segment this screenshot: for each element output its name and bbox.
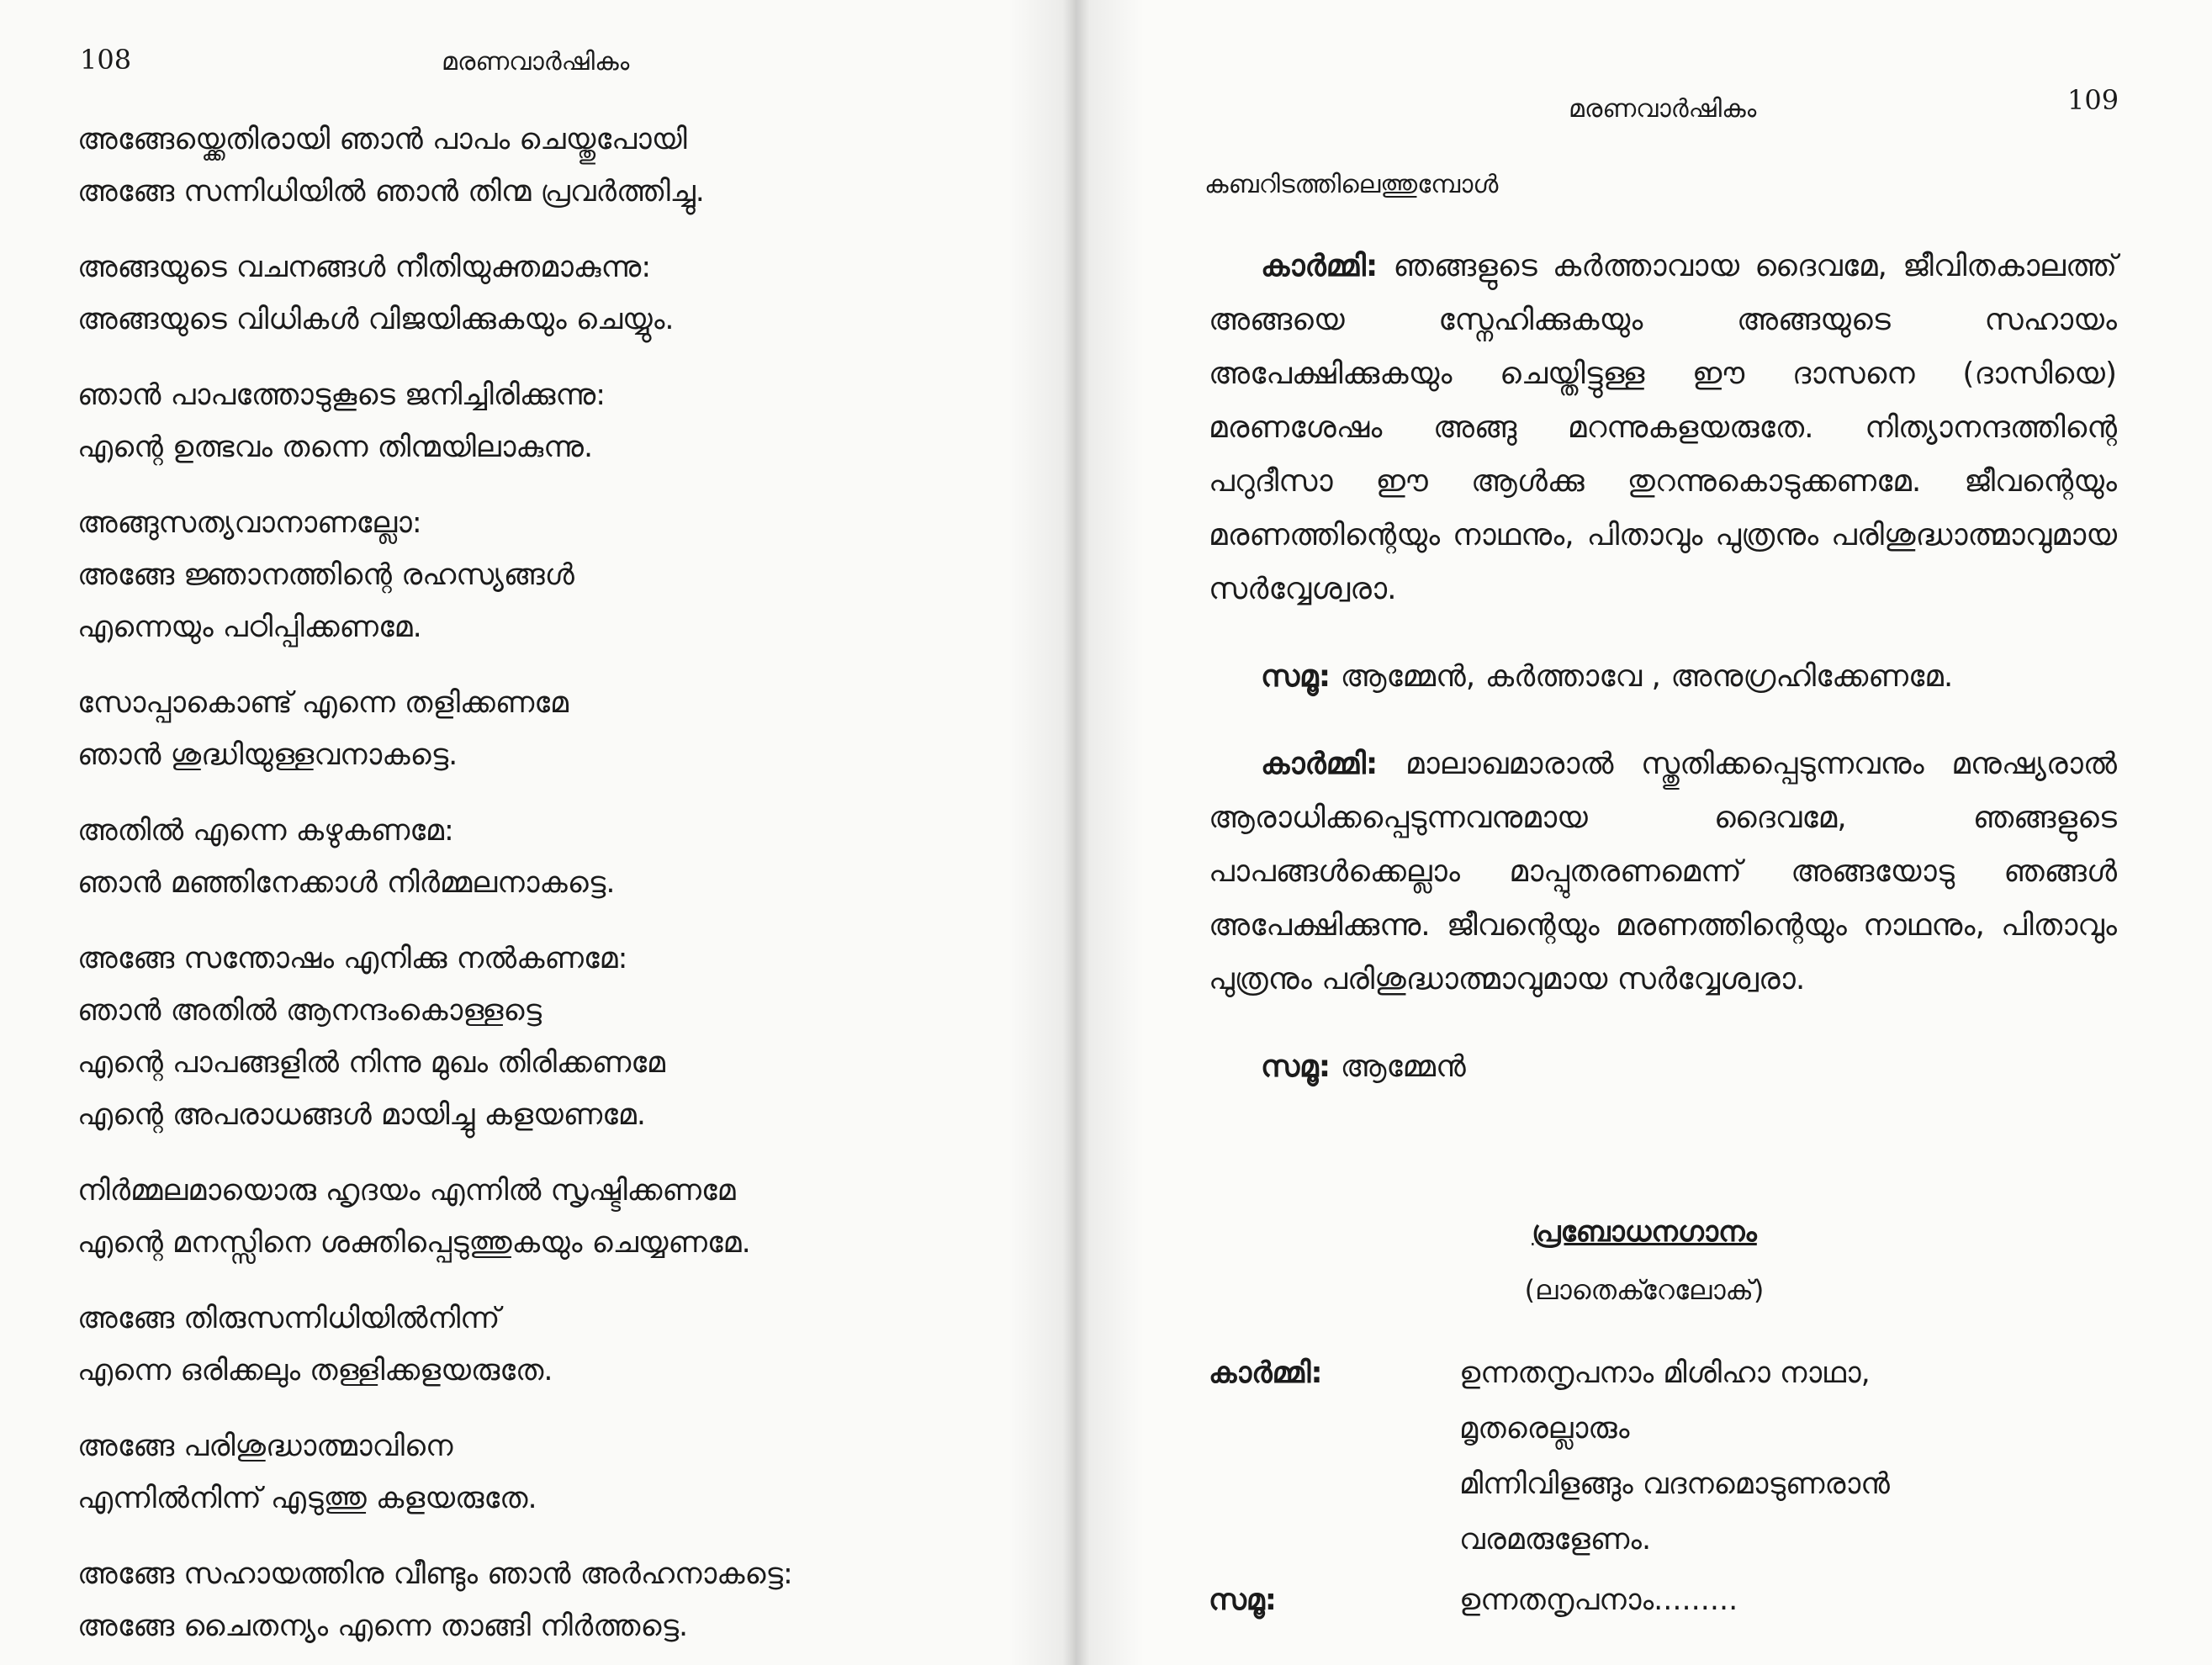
hymn-speaker: കാർമ്മി: [1209, 1356, 1323, 1390]
hymn [1209, 1345, 2134, 1628]
hymn-lines [1459, 1572, 1738, 1628]
psalm-line: അങ്ങേ തിരുസന്നിധിയിൽനിന്ന് [77, 1302, 500, 1335]
psalm-line: എന്റെ ഉത്ഭവം തന്നെ തിന്മയിലാകുന്നു. [77, 431, 594, 464]
hymn-subtitle: (ലാതെക്റേലോക്) [1524, 1274, 1765, 1306]
psalm-line: അങ്ങേ സന്നിധിയിൽ ഞാൻ തിന്മ പ്രവർത്തിച്ചു. [77, 175, 705, 209]
hymn-line: ഉന്നതനൃപനാം മിശിഹാ നാഥാ, [1459, 1356, 1871, 1390]
psalm-line: ഞാൻ പാപത്തോടുകൂടെ ജനിച്ചിരിക്കുന്നു: [77, 378, 606, 412]
psalm-line: എന്നെ ഒരിക്കലും തള്ളിക്കളയരുതേ. [77, 1354, 553, 1388]
hymn-verse [1209, 1572, 2134, 1628]
hymn-speaker: സമൂ: [1209, 1583, 1277, 1617]
stanza [77, 1548, 1019, 1652]
psalm-line: അങ്ങേ സഹായത്തിനു വീണ്ടും ഞാൻ അർഹനാകട്ടെ: [77, 1557, 793, 1591]
prayer-paragraph [1209, 240, 2117, 616]
psalm-line: അങ്ങയുടെ വചനങ്ങൾ നീതിയുക്തമാകുന്നു: [77, 251, 652, 284]
psalm-line: അങ്ങേ ജ്ഞാനത്തിന്റെ രഹസ്യങ്ങൾ [77, 558, 574, 592]
psalm-line: ഞാൻ ശുദ്ധിയുള്ളവനാകട്ടെ. [77, 738, 458, 772]
hymn-verse [1209, 1345, 2134, 1567]
psalm-line: എന്നെയും പഠിപ്പിക്കണമേ. [77, 610, 422, 644]
left-page [0, 0, 1077, 1665]
psalm-line: നിർമ്മലമായൊരു ഹൃദയം എന്നിൽ സൃഷ്ടിക്കണമേ [77, 1174, 736, 1208]
prayer-text-span: ആമ്മേൻ, കർത്താവേ , അനുഗ്രഹിക്കേണമേ. [1340, 659, 1954, 694]
psalm-line: അങ്ങയുടെ വിധികൾ വിജയിക്കുകയും ചെയ്യും. [77, 303, 675, 336]
section-heading: കബറിടത്തിലെത്തുമ്പോൾ [1204, 170, 1499, 199]
stanza [77, 1420, 1019, 1525]
prayer-text [1209, 240, 2117, 1128]
right-page [1077, 0, 2212, 1665]
stanza [77, 1292, 1019, 1397]
right-running-head: മരണവാർഷികം [1569, 94, 1757, 124]
prayer-text-span: ഞങ്ങളുടെ കർത്താവായ ദൈവമേ, ജീവിതകാലത്ത് അങ്ങയെ സ്നേഹിക്കുകയും അങ്ങയുടെ സഹായം അപേക്ഷിക്കുകയും ചെയ്തിട്ടുള്ള ഈ ദാസനെ (ദാസിയെ) മരണശേഷം അങ്ങു മറന്നുകളയരുതേ. നിത്യാനന്ദത്തിന്റെ പറുദീസാ ഈ ആൾക്കു തുറന്നുകൊടുക്കണമേ. ജീവന്റെയും മരണത്തിന്റെയും നാഥനും, പിതാവും പുത്രനും പരിശുദ്ധാത്മാവുമായ സർവ്വേശ്വരാ. [1209, 249, 2117, 606]
hymn-lines [1459, 1345, 1890, 1567]
psalm-line: ഞാൻ മഞ്ഞിനേക്കാൾ നിർമ്മലനാകട്ടെ. [77, 866, 616, 900]
hymn-line: ഉന്നതനൃപനാം......... [1459, 1583, 1738, 1617]
speaker-label: സമൂ: [1261, 659, 1331, 694]
psalm-line: അങ്ങേയ്ക്കെതിരായി ഞാൻ പാപം ചെയ്തുപോയി [77, 123, 687, 156]
speaker-label: കാർമ്മി: [1261, 249, 1379, 283]
prayer-text-span: മാലാഖമാരാൽ സ്തുതിക്കപ്പെടുന്നവനും മനുഷ്യരാൽ ആരാധിക്കപ്പെടുന്നവനുമായ ദൈവമേ, ഞങ്ങളുടെ പാപങ്ങൾക്കെല്ലാം മാപ്പുതരണമെന്ന് അങ്ങയോടു ഞങ്ങൾ അപേക്ഷിക്കുന്നു. ജീവന്റെയും മരണത്തിന്റെയും നാഥനും, പിതാവും പുത്രനും പരിശുദ്ധാത്മാവുമായ സർവ്വേശ്വരാ. [1209, 747, 2117, 996]
psalm-line: എന്റെ അപരാധങ്ങൾ മായിച്ചു കളയണമേ. [77, 1098, 646, 1132]
stanza [77, 677, 1019, 781]
stanza [77, 497, 1019, 653]
left-page-number: 108 [80, 44, 132, 76]
left-running-head: മരണവാർഷികം [442, 47, 630, 77]
psalm-line: എന്റെ പാപങ്ങളിൽ നിന്നു മുഖം തിരിക്കണമേ [77, 1046, 665, 1080]
prayer-paragraph [1209, 650, 2117, 704]
hymn-title: പ്രബോധനഗാനം [1532, 1215, 1757, 1249]
psalm-line: അങ്ങേ ചൈതന്യം എന്നെ താങ്ങി നിർത്തട്ടെ. [77, 1610, 689, 1643]
psalm-line: അങ്ങുസത്യവാനാണല്ലോ: [77, 506, 422, 540]
stanza [77, 1165, 1019, 1269]
stanza [77, 933, 1019, 1141]
stanza [77, 241, 1019, 346]
prayer-paragraph [1209, 737, 2117, 1007]
psalm-line: അങ്ങേ പരിശുദ്ധാത്മാവിനെ [77, 1430, 453, 1463]
stanza [77, 805, 1019, 909]
psalm-line: അതിൽ എന്നെ കഴുകണമേ: [77, 814, 454, 848]
hymn-line: വരമരുളേണം. [1459, 1523, 1652, 1557]
psalm-line: സോപ്പാകൊണ്ട് എന്നെ തളിക്കണമേ [77, 686, 569, 720]
psalm-text [77, 114, 1019, 1665]
psalm-line: അങ്ങേ സന്തോഷം എനിക്കു നൽകണമേ: [77, 942, 628, 975]
speaker-label: കാർമ്മി: [1261, 747, 1379, 781]
hymn-line: മൃതരെല്ലാരും [1459, 1412, 1630, 1446]
speaker-label: സമൂ: [1261, 1049, 1331, 1084]
psalm-line: ഞാൻ അതിൽ ആനന്ദംകൊള്ളട്ടെ [77, 994, 542, 1028]
psalm-line: എന്റെ മനസ്സിനെ ശക്തിപ്പെടുത്തുകയും ചെയ്യണമേ. [77, 1226, 751, 1260]
stanza [77, 114, 1019, 218]
hymn-line: മിന്നിവിളങ്ങും വദനമൊടുണരാൻ [1459, 1467, 1890, 1501]
right-page-number: 109 [2067, 84, 2119, 116]
psalm-line: എന്നിൽനിന്ന് എടുത്തു കളയരുതേ. [77, 1482, 537, 1515]
stanza [77, 369, 1019, 473]
prayer-paragraph [1209, 1040, 2117, 1094]
prayer-text-span: ആമ്മേൻ [1340, 1049, 1466, 1084]
